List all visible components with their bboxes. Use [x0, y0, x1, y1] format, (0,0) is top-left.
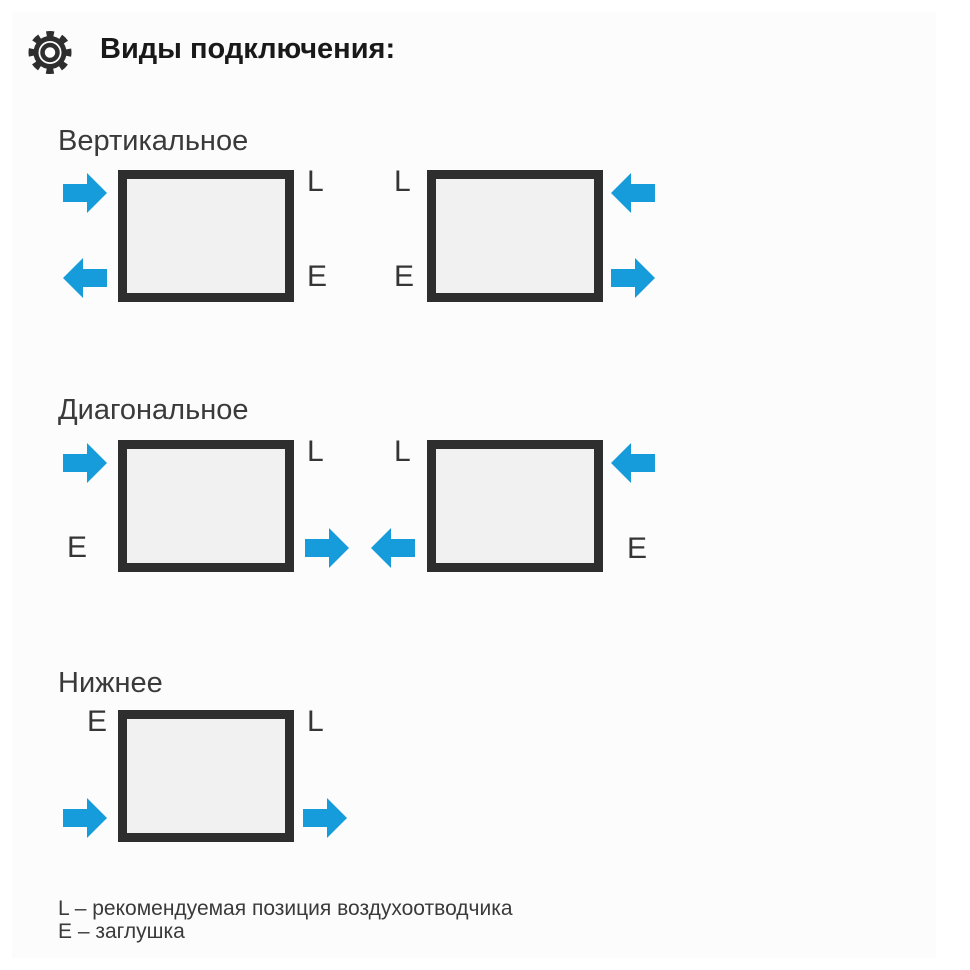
legend-line-air-vent: L – рекомендуемая позиция воздухоотводчика — [58, 897, 513, 920]
outlet-arrow-icon — [371, 528, 415, 568]
radiator-diagonal-left — [118, 440, 294, 572]
plug-label: E — [307, 260, 328, 293]
radiator-vertical-right — [427, 170, 603, 302]
gear-icon — [27, 29, 73, 76]
radiator-vertical-left — [118, 170, 294, 302]
plug-label: E — [394, 260, 415, 293]
radiator-diagonal-right — [427, 440, 603, 572]
outlet-arrow-icon — [303, 798, 347, 838]
page-title: Виды подключения: — [100, 33, 396, 65]
inlet-arrow-icon — [611, 173, 655, 213]
plug-label: E — [627, 532, 648, 565]
inlet-arrow-icon — [611, 443, 655, 483]
outlet-arrow-icon — [611, 258, 655, 298]
inlet-arrow-icon — [63, 173, 107, 213]
air-vent-label: L — [307, 705, 324, 738]
section-label-bottom: Нижнее — [58, 667, 163, 699]
radiator-bottom-connection — [118, 710, 294, 842]
outlet-arrow-icon — [63, 258, 107, 298]
legend — [58, 897, 513, 943]
legend-line-plug: E – заглушка — [58, 920, 185, 943]
outlet-arrow-icon — [305, 528, 349, 568]
section-label-vertical: Вертикальное — [58, 125, 249, 157]
section-label-diagonal: Диагональное — [58, 394, 249, 426]
air-vent-label: L — [394, 435, 411, 468]
plug-label: E — [67, 531, 88, 564]
inlet-arrow-icon — [63, 798, 107, 838]
plug-label: E — [87, 705, 108, 738]
inlet-arrow-icon — [63, 443, 107, 483]
air-vent-label: L — [394, 165, 411, 198]
air-vent-label: L — [307, 165, 324, 198]
air-vent-label: L — [307, 435, 324, 468]
